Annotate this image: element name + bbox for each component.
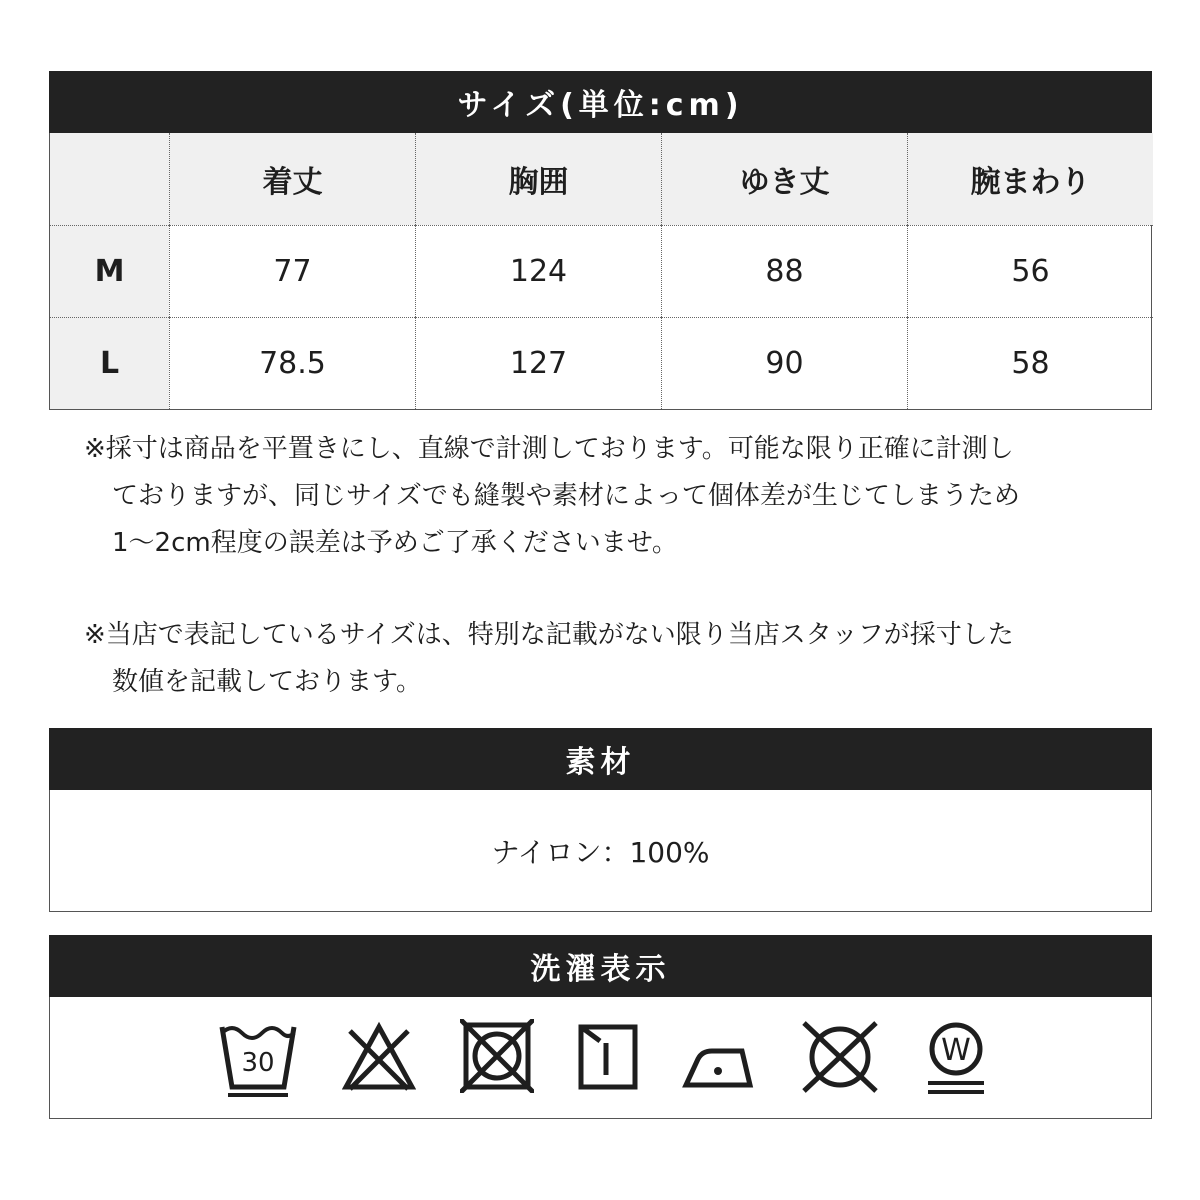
- laundry-section-header: [49, 935, 1152, 997]
- iron-low-icon: [680, 1019, 760, 1093]
- table-corner-cell: [50, 133, 169, 225]
- wash-30-icon: [218, 1019, 298, 1097]
- table-cell: 58: [907, 317, 1153, 409]
- header-arm-circumference: 腕まわり: [907, 133, 1153, 225]
- table-cell: 90: [661, 317, 907, 409]
- size-table: [49, 133, 1152, 410]
- row-label-l: L: [50, 317, 169, 409]
- note-line: ※採寸は商品を平置きにし、直線で計測しております。可能な限り正確に計測し: [84, 434, 1014, 464]
- table-cell: 124: [415, 225, 661, 317]
- wash-temperature-label: 30: [241, 1048, 275, 1078]
- wet-clean-label: W: [941, 1033, 971, 1068]
- table-cell: 77: [169, 225, 415, 317]
- header-sleeve: ゆき丈: [661, 133, 907, 225]
- size-note: [84, 612, 1014, 706]
- material-content: ナイロン：100%: [491, 835, 710, 869]
- size-section-header: [49, 71, 1152, 133]
- note-line: ておりますが、同じサイズでも縫製や素材によって個体差が生じてしまうため: [112, 481, 1020, 511]
- measurement-note: [84, 426, 1020, 567]
- material-title: 素材: [565, 745, 636, 780]
- line-dry-shade-icon: [578, 1019, 638, 1093]
- no-dry-clean-icon: [800, 1019, 880, 1093]
- row-label-m: M: [50, 225, 169, 317]
- laundry-title: 洗濯表示: [530, 952, 671, 987]
- table-cell: 56: [907, 225, 1153, 317]
- table-cell: 127: [415, 317, 661, 409]
- header-length: 着丈: [169, 133, 415, 225]
- note-line: 1〜2cm程度の誤差は予めご了承くださいませ。: [112, 528, 678, 558]
- table-cell: 78.5: [169, 317, 415, 409]
- no-tumble-dry-icon: [460, 1019, 534, 1093]
- note-line: 数値を記載しております。: [112, 667, 422, 697]
- material-section-header: [49, 728, 1152, 790]
- wet-clean-icon: [924, 1019, 988, 1097]
- header-chest: 胸囲: [415, 133, 661, 225]
- table-cell: 88: [661, 225, 907, 317]
- no-bleach-icon: [342, 1019, 416, 1093]
- size-title: サイズ(単位:cm): [457, 88, 744, 123]
- laundry-box: [49, 997, 1152, 1119]
- material-box: [49, 790, 1152, 912]
- note-line: ※当店で表記しているサイズは、特別な記載がない限り当店スタッフが採寸した: [84, 620, 1014, 650]
